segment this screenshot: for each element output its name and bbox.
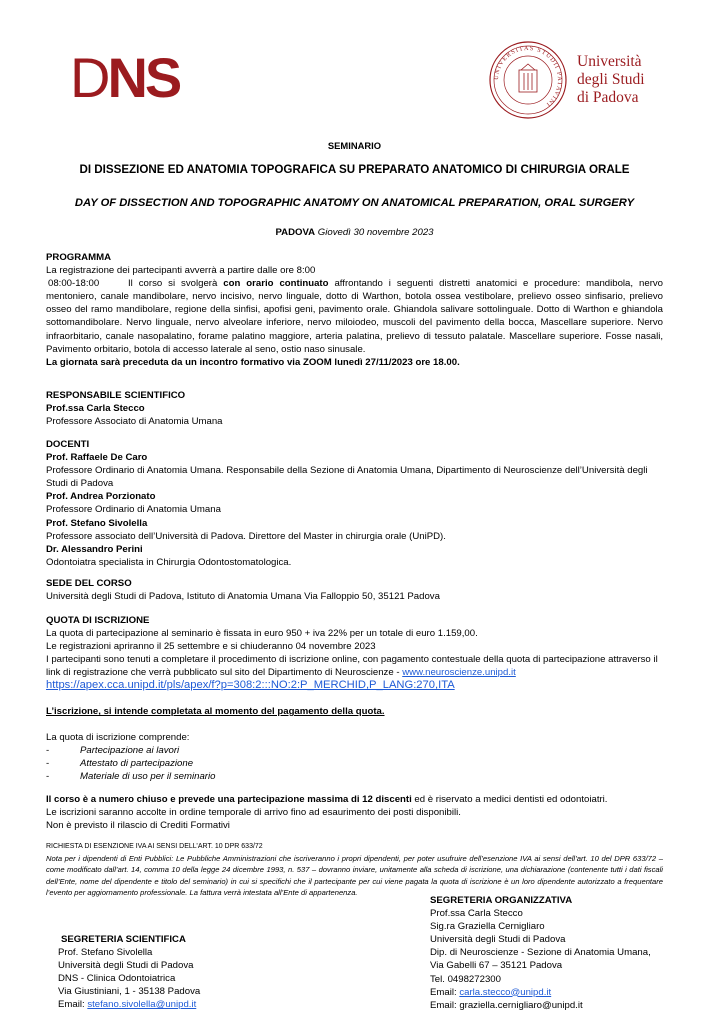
venue-section: SEDE DEL CORSO Università degli Studi di Padova, Istituto di Anatomia Umana Via Falloppio 50, 35121 Padova <box>46 578 440 603</box>
seminar-label: SEMINARIO <box>327 140 382 151</box>
zoom-note: La giornata sarà preceduta da un incontro formativo via ZOOM lunedì 27/11/2023 ore 18.00. <box>46 356 460 368</box>
registration-time: La registrazione dei partecipanti avverrà a partire dalle ore 8:00 <box>46 265 316 277</box>
organizing-secretariat: SEGRETERIA ORGANIZZATIVA Prof.ssa Carla Stecco Sig.ra Graziella Cernigliaro Università degli Studi di Padova Dip. di Neuroscienze - Sezione di Anatomia Umana, Via Gabelli 67 – 35121 Padova Tel. 0498272300 Email: carla.stecco@unipd.it Email: graziella.cernigliaro@unipd.it <box>430 894 690 1012</box>
svg-text:UNIVERSITAS STUDII PATAVINI: UNIVERSITAS STUDII PATAVINI <box>492 44 564 109</box>
registration-complete-note: L’iscrizione, si intende completata al momento del pagamento della quota. <box>46 706 385 717</box>
teacher-item: Prof. Raffaele De Caro Professore Ordinario di Anatomia Umana. Responsabile della Sezione di Anatomia Umana, Dipartimento di Neuroscienze dell’Università degli Studi di Padova <box>46 452 648 490</box>
program-section <box>46 251 663 369</box>
place-date: PADOVA Giovedì 30 novembre 2023 <box>275 227 434 238</box>
fee-includes: La quota di iscrizione comprende: - Partecipazione ai lavori - Attestato di partecipazione - Materiale di uso per il seminario <box>46 731 663 783</box>
registration-url-link[interactable]: https://apex.cca.unipd.it/pls/apex/f?p=308:2:::NO:2:P_MERCHID,P_LANG:270,ITA <box>46 679 455 692</box>
registration-info: I partecipanti sono tenuti a completare il procedimento di iscrizione online, con pagamento contestuale della quota di partecipazione attraverso il link di registrazione che verrà pubblicato sul sito del Dipartimento di Neuroscienze - www.neuroscienze.unipd.it <box>46 654 658 679</box>
list-item: - Attestato di partecipazione <box>46 758 194 770</box>
title-english: DAY OF DISSECTION AND TOPOGRAPHIC ANATOMY ON ANATOMICAL PREPARATION, ORAL SURGERY <box>74 197 635 209</box>
scientific-lead-section: RESPONSABILE SCIENTIFICO Prof.ssa Carla Stecco Professore Associato di Anatomia Umana <box>46 390 223 428</box>
list-item: - Materiale di uso per il seminario <box>46 771 216 783</box>
unipd-seal-icon <box>488 40 568 120</box>
limited-seats-section: Il corso è a numero chiuso e prevede una partecipazione massima di 12 discenti ed è riservato a medici dentisti ed odontoiatri. Le iscrizioni saranno accolte in ordine temporale di arrivo fino ad esaurimento dei posti disponibili. Non è previsto il rilascio di Crediti Formativi <box>46 794 608 832</box>
list-item: - Partecipazione ai lavori <box>46 745 180 757</box>
neuroscienze-link[interactable]: www.neuroscienze.unipd.it <box>402 667 516 679</box>
scientific-secretariat: SEGRETERIA SCIENTIFICA Prof. Stefano Sivolella Università degli Studi di Padova DNS - Clinica Odontoiatrica Via Giustiniani, 1 - 35138 Padova Email: stefano.sivolella@unipd.it <box>58 934 201 1011</box>
carla-email-link[interactable]: carla.stecco@unipd.it <box>459 986 552 998</box>
program-body: 08:00-18:00 Il corso si svolgerà con orario continuato affrontando i seguenti distretti anatomici e procedure: mandibola, nervo mentoniero, canale mandibolare, nervo incisivo, nervo linguale, dotto di Warthon, botola ossea vestibolare, prelievo osseo sinfisario, prelievo osseo del ramo mandibolare, regione della sinfisi, apofisi geni, pavimento orale. Ghiandola salivare sottolinguale. Dotto di Warthon e ghiandola sottomandibolare. Nervo linguale, nervo alveolare inferiore, nervo miloiodeo, muscoli del pavimento della bocca, Mascellare superiore. Nervo infraorbitario, canale nasopalatino, forame palatino maggiore, arteria palatina, prelievo di tessuto palatale. Mascellare superiore. Fosse nasali, Pavimento orbitario, botola di accesso laterale al seno, ostio naso sinusale. <box>46 278 664 355</box>
sivolella-email-link[interactable]: stefano.sivolella@unipd.it <box>87 999 197 1011</box>
program-heading: PROGRAMMA <box>46 252 112 263</box>
vat-exemption-note: RICHIESTA DI ESENZIONE IVA AI SENSI DELL’ART. 10 DPR 633/72 Nota per i dipendenti di Enti Pubblici: Le Pubbliche Amministrazioni che iscriveranno i propri dipendenti, per poter usufruire dell’esenzione IVA ai sensi dell’art. 10 del DPR 633/72 – come modificato dall’art. 14, comma 10 della legge 24 dicembre 1993, n. 537 – dovranno inviare, unitamente alla scheda di iscrizione, una dichiarazione (contenente tutti i dati fiscali dell’Ente, nome del dipendente e titolo del seminario) in cui si specifichi che il partecipante per cui viene pagata la quota di iscrizione è un loro dipendente autorizzato a frequentare l’evento per aggiornamento professionale. La fattura verrà intestata all’Ente di appartenenza. <box>46 843 663 898</box>
teacher-item: Prof. Stefano Sivolella Professore associato dell’Università di Padova. Direttore del Master in chirurgia orale (UniPD). <box>46 517 446 542</box>
teachers-section: DOCENTI Prof. Raffaele De Caro Professore Ordinario di Anatomia Umana. Responsabile della Sezione di Anatomia Umana, Dipartimento di Neuroscienze dell’Università degli Studi di Padova Prof. Andrea Porzionato Professore Ordinario di Anatomia Umana Prof. Stefano Sivolella Professore associato dell’Università di Padova. Direttore del Master in chirurgia orale (UniPD). Dr. Alessandro Perini Odontoiatra specialista in Chirurgia Odontostomatologica. <box>46 438 663 569</box>
fee-section: QUOTA DI ISCRIZIONE La quota di partecipazione al seminario è fissata in euro 950 + iva 22% per un totale di euro 1.159,00. Le registrazioni apriranno il 25 settembre e si chiuderanno 04 novembre 2023 I partecipanti sono tenuti a completare il procedimento di iscrizione online, con pagamento contestuale della quota di partecipazione attraverso il link di registrazione che verrà pubblicato sul sito del Dipartimento di Neuroscienze - www.neuroscienze.unipd.it https://apex.cca.unipd.it/pls/apex/f?p=308:2:::NO:2:P_MERCHID,P_LANG:270,ITA <box>46 614 663 692</box>
university-name: Università degli Studi di Padova <box>577 53 645 106</box>
graziella-email: Email: graziella.cernigliaro@unipd.it <box>430 999 583 1011</box>
teacher-item: Prof. Andrea Porzionato Professore Ordinario di Anatomia Umana <box>46 491 221 516</box>
teacher-item: Dr. Alessandro Perini Odontoiatra specialista in Chirurgia Odontostomatologica. <box>46 543 292 568</box>
dns-logo: DNS <box>70 46 180 109</box>
title-italian: DI DISSEZIONE ED ANATOMIA TOPOGRAFICA SU PREPARATO ANATOMICO DI CHIRURGIA ORALE <box>79 163 630 176</box>
